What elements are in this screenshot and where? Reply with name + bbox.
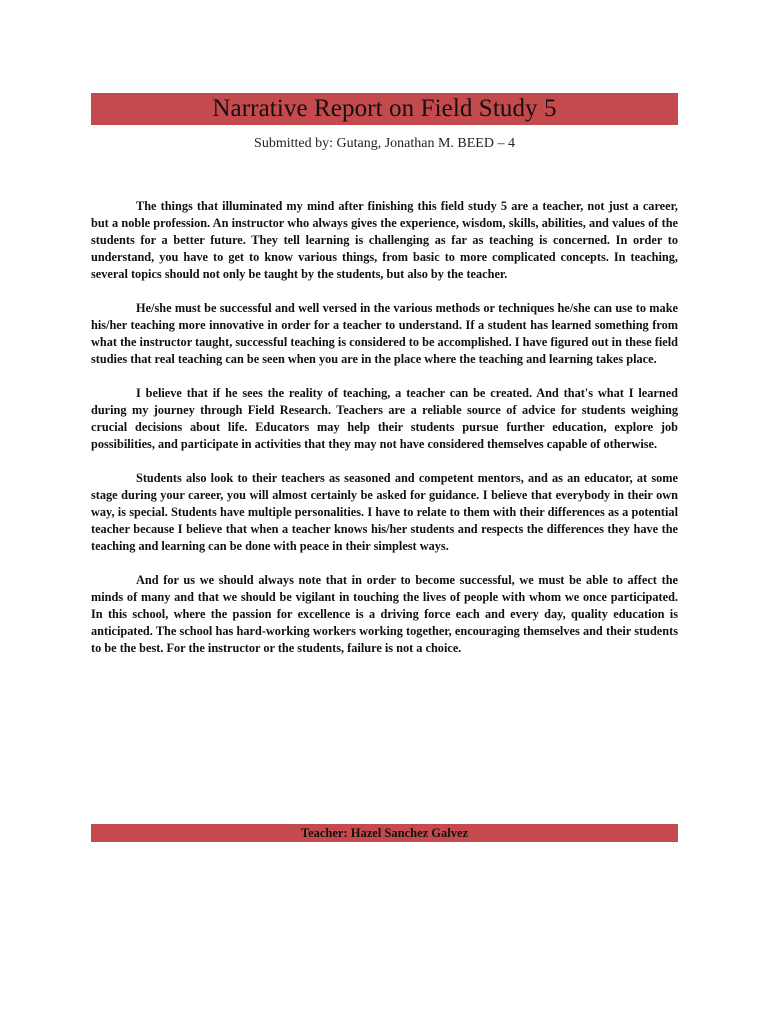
- page-title: Narrative Report on Field Study 5: [212, 95, 557, 122]
- title-band: [91, 93, 678, 125]
- paragraph-4: Students also look to their teachers as seasoned and competent mentors, and as an educator, at some stage during your career, you will almost certainly be asked for guidance. I believe that everybody in their own way, is special. Students have multiple personalities. I have to relate to them with their differences as a potential teacher because I believe that when a teacher knows his/her students and respects the differences they have the teaching and learning can be done with peace in their simplest ways.: [91, 471, 678, 553]
- paragraph-1: The things that illuminated my mind after finishing this field study 5 are a teacher, not just a career, but a noble profession. An instructor who always gives the experience, wisdom, skills, abilities, and values of the students for a better future. They tell learning is challenging as far as teaching is concerned. In order to understand, you have to get to know various things, from basic to more complicated concepts. In teaching, several topics should not only be taught by the students, but also by the teacher.: [91, 199, 678, 281]
- paragraph-2: He/she must be successful and well versed in the various methods or techniques he/she can use to make his/her teaching more innovative in order for a teacher to understand. If a student has learned something from what the instructor taught, successful teaching is considered to be accomplished. I have figured out in these field studies that real teaching can be seen when you are in the place where the teaching and learning takes place.: [91, 301, 678, 366]
- paragraph-5: And for us we should always note that in order to become successful, we must be able to affect the minds of many and that we should be vigilant in touching the lives of people with whom we once participated. In this school, where the passion for excellence is a driving force each and every day, quality education is anticipated. The school has hard-working workers working together, encouraging themselves and their students to be the best. For the instructor or the students, failure is not a choice.: [91, 573, 678, 655]
- report-body: [91, 198, 678, 674]
- paragraph-3: I believe that if he sees the reality of teaching, a teacher can be created. And that's what I learned during my journey through Field Research. Teachers are a reliable source of advice for students weighing crucial decisions about life. Educators may help their students pursue further education, explore job possibilities, and participate in activities that they may not have considered themselves capable of otherwise.: [91, 386, 678, 451]
- teacher-name: Teacher: Hazel Sanchez Galvez: [300, 825, 469, 840]
- submitted-by: Submitted by: Gutang, Jonathan M. BEED – 4: [254, 136, 515, 151]
- teacher-band: [91, 824, 678, 842]
